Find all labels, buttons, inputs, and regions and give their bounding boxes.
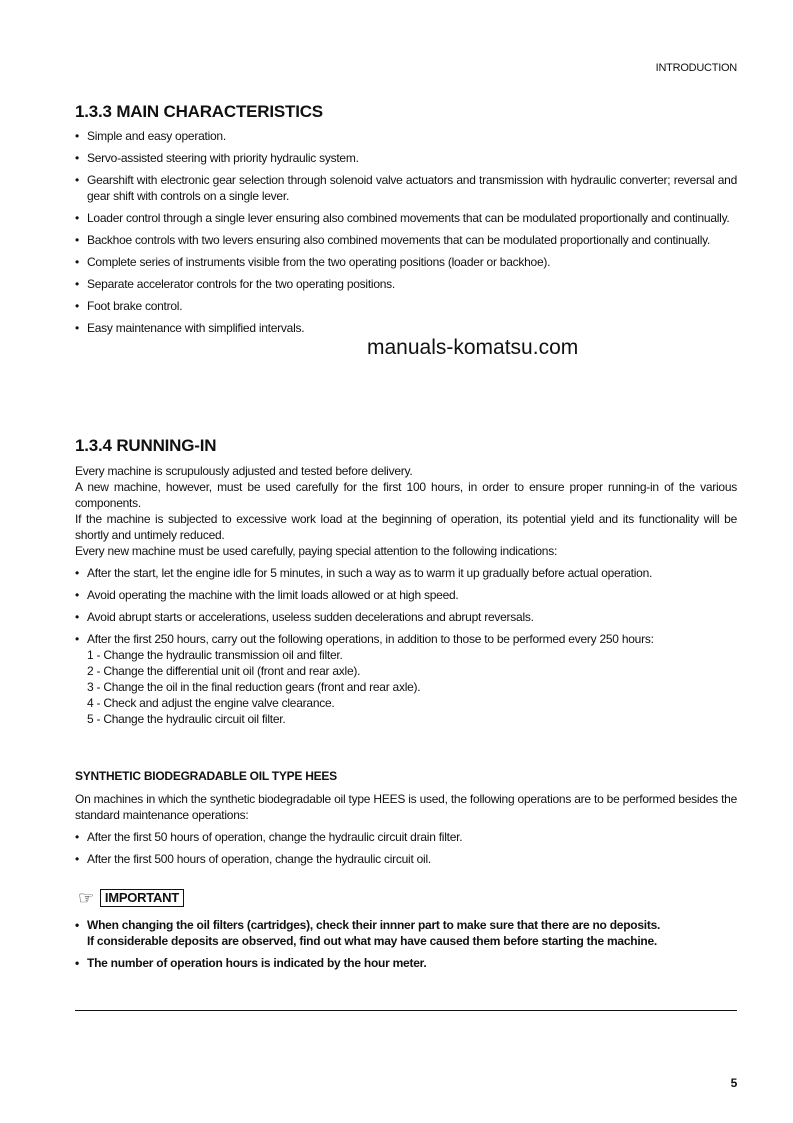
- list-item: [75, 917, 737, 949]
- paragraph: Every new machine must be used carefully, paying special attention to the following indications:: [75, 544, 558, 558]
- watermark: manuals-komatsu.com: [367, 336, 579, 359]
- important-label: IMPORTANT: [100, 889, 184, 907]
- characteristics-list: [75, 128, 737, 342]
- list-item: • Simple and easy operation.: [75, 128, 737, 144]
- step: 2 - Change the differential unit oil (front and rear axle).: [87, 664, 361, 678]
- page-number: 5: [730, 1076, 737, 1090]
- running-header: INTRODUCTION: [655, 62, 737, 74]
- list-item: • Gearshift with electronic gear selection through solenoid valve actuators and transmission with hydraulic converter; reversal and gear shift with controls on a single lever.: [75, 172, 737, 204]
- list-item: • Avoid operating the machine with the limit loads allowed or at high speed.: [75, 587, 737, 603]
- list-item: • After the first 50 hours of operation, change the hydraulic circuit drain filter.: [75, 829, 737, 845]
- list-item: • After the first 500 hours of operation, change the hydraulic circuit oil.: [75, 851, 737, 867]
- running-in-intro: [75, 463, 737, 559]
- hees-subheading: SYNTHETIC BIODEGRADABLE OIL TYPE HEES: [75, 769, 337, 783]
- list-item: • Avoid abrupt starts or accelerations, useless sudden decelerations and abrupt reversals.: [75, 609, 737, 625]
- paragraph: If the machine is subjected to excessive work load at the beginning of operation, its potential yield and its functionality will be shortly and untimely reduced.: [75, 512, 737, 542]
- important-notice: [78, 889, 184, 907]
- divider: [75, 1010, 737, 1011]
- list-item: • Servo-assisted steering with priority hydraulic system.: [75, 150, 737, 166]
- section-title-running-in: 1.3.4 RUNNING-IN: [75, 436, 217, 455]
- hees-list: [75, 829, 737, 873]
- list-item: • Separate accelerator controls for the two operating positions.: [75, 276, 737, 292]
- important-list: [75, 917, 737, 977]
- paragraph: Every machine is scrupulously adjusted and tested before delivery.: [75, 464, 413, 478]
- list-item: • Backhoe controls with two levers ensuring also combined movements that can be modulated proportionally and continually.: [75, 232, 737, 248]
- running-in-list: [75, 565, 737, 733]
- step: 1 - Change the hydraulic transmission oil and filter.: [87, 648, 343, 662]
- important-text: If considerable deposits are observed, find out what may have caused them before starting the machine.: [87, 934, 657, 948]
- list-item: • Foot brake control.: [75, 298, 737, 314]
- hees-paragraph: On machines in which the synthetic biodegradable oil type HEES is used, the following operations are to be performed besides the standard maintenance operations:: [75, 792, 737, 822]
- step: 3 - Change the oil in the final reduction gears (front and rear axle).: [87, 680, 421, 694]
- list-item: • Complete series of instruments visible from the two operating positions (loader or backhoe).: [75, 254, 737, 270]
- list-item: • After the start, let the engine idle for 5 minutes, in such a way as to warm it up gradually before actual operation.: [75, 565, 737, 581]
- step: 4 - Check and adjust the engine valve clearance.: [87, 696, 335, 710]
- list-item: • Easy maintenance with simplified intervals.: [75, 320, 737, 336]
- list-item: • The number of operation hours is indicated by the hour meter.: [75, 955, 737, 971]
- important-text: • When changing the oil filters (cartridges), check their innner part to make sure that there are no deposits.: [87, 918, 661, 932]
- list-item-text: After the first 250 hours, carry out the following operations, in addition to those to be performed every 250 hours:: [87, 632, 654, 646]
- list-item: [75, 631, 737, 727]
- paragraph: A new machine, however, must be used carefully for the first 100 hours, in order to ensure proper running-in of the various components.: [75, 480, 737, 510]
- pointing-hand-icon: ☞: [78, 888, 94, 908]
- section-title-main-characteristics: 1.3.3 MAIN CHARACTERISTICS: [75, 102, 323, 121]
- step: 5 - Change the hydraulic circuit oil filter.: [87, 712, 286, 726]
- list-item: • Loader control through a single lever ensuring also combined movements that can be modulated proportionally and continually.: [75, 210, 737, 226]
